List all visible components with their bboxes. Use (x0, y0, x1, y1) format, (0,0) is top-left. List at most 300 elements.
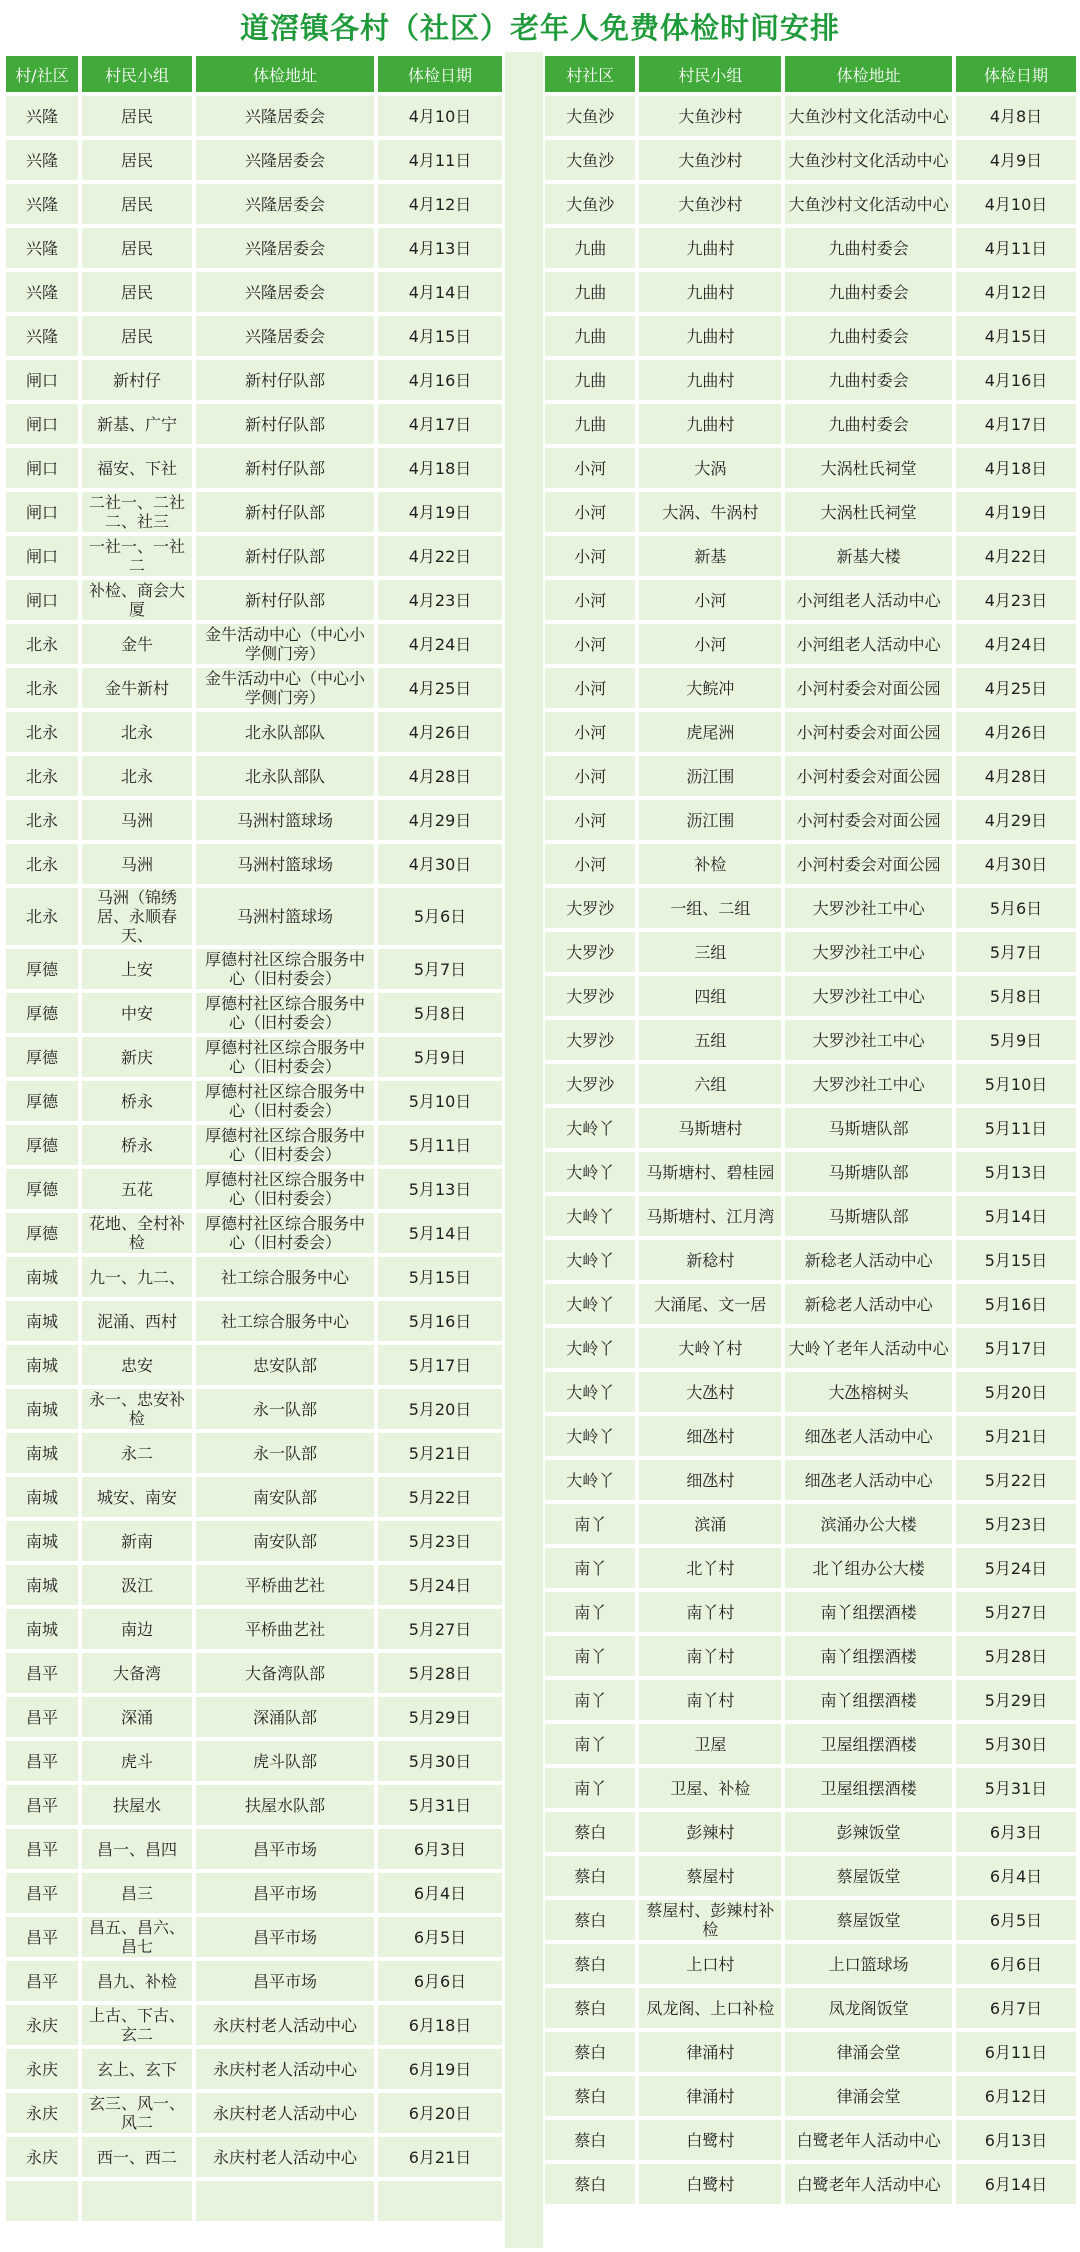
group-cell: 细氹村 (639, 1416, 781, 1456)
date-cell: 4月16日 (378, 360, 502, 400)
group-cell: 蔡屋村 (639, 1856, 781, 1896)
group-cell: 四组 (639, 976, 781, 1016)
group-cell: 大涡、牛涡村 (639, 492, 781, 532)
address-cell: 南丫组摆酒楼 (785, 1636, 952, 1676)
address-cell: 大鱼沙村文化活动中心 (785, 184, 952, 224)
village-cell: 大岭丫 (545, 1284, 635, 1324)
date-cell: 4月18日 (956, 448, 1076, 488)
date-cell: 6月7日 (956, 1988, 1076, 2028)
date-cell: 4月29日 (956, 800, 1076, 840)
table-row (545, 800, 1076, 840)
village-cell: 大岭丫 (545, 1416, 635, 1456)
address-cell: 小河村委会对面公园 (785, 668, 952, 708)
village-cell: 昌平 (6, 1653, 78, 1693)
address-cell: 蔡屋饭堂 (785, 1856, 952, 1896)
village-cell: 九曲 (545, 316, 635, 356)
address-cell: 扶屋水队部 (196, 1785, 374, 1825)
village-cell: 大岭丫 (545, 1196, 635, 1236)
address-cell: 北永队部队 (196, 756, 374, 796)
table-row (6, 96, 502, 136)
date-cell: 4月24日 (378, 624, 502, 664)
address-cell: 新村仔队部 (196, 536, 374, 576)
date-cell: 5月17日 (956, 1328, 1076, 1368)
group-cell: 马洲 (82, 844, 192, 884)
table-row (6, 949, 502, 989)
group-cell: 大岭丫村 (639, 1328, 781, 1368)
address-cell: 永一队部 (196, 1389, 374, 1429)
group-cell: 桥永 (82, 1081, 192, 1121)
address-cell: 永庆村老人活动中心 (196, 2093, 374, 2133)
address-cell: 小河村委会对面公园 (785, 756, 952, 796)
table-row (6, 1389, 502, 1429)
date-cell: 5月13日 (956, 1152, 1076, 1192)
table-row (545, 96, 1076, 136)
table-row (6, 756, 502, 796)
address-cell: 白鹭老年人活动中心 (785, 2164, 952, 2204)
village-cell: 小河 (545, 580, 635, 620)
village-cell: 北永 (6, 756, 78, 796)
group-cell: 蔡屋村、彭辣村补检 (639, 1900, 781, 1940)
group-cell: 金牛 (82, 624, 192, 664)
date-cell: 5月24日 (956, 1548, 1076, 1588)
header-address: 体检地址 (785, 56, 952, 92)
group-cell: 昌三 (82, 1873, 192, 1913)
address-cell: 大罗沙社工中心 (785, 1020, 952, 1060)
date-cell: 4月11日 (956, 228, 1076, 268)
village-cell: 蔡白 (545, 1988, 635, 2028)
address-cell: 新村仔队部 (196, 360, 374, 400)
address-cell: 永一队部 (196, 1433, 374, 1473)
village-cell: 蔡白 (545, 2076, 635, 2116)
address-cell: 小河村委会对面公园 (785, 712, 952, 752)
village-cell: 大罗沙 (545, 888, 635, 928)
table-row (6, 1125, 502, 1165)
table-row (545, 404, 1076, 444)
date-cell: 6月18日 (378, 2005, 502, 2045)
date-cell: 5月16日 (378, 1301, 502, 1341)
village-cell: 小河 (545, 492, 635, 532)
village-cell: 蔡白 (545, 1856, 635, 1896)
address-cell: 细氹老人活动中心 (785, 1460, 952, 1500)
group-cell: 南丫村 (639, 1680, 781, 1720)
left-schedule-table (2, 52, 506, 2225)
date-cell: 5月31日 (956, 1768, 1076, 1808)
header-group: 村民小组 (82, 56, 192, 92)
address-cell: 小河组老人活动中心 (785, 624, 952, 664)
table-row (545, 1636, 1076, 1676)
group-cell: 汲江 (82, 1565, 192, 1605)
address-cell: 律涌会堂 (785, 2032, 952, 2072)
village-cell: 小河 (545, 712, 635, 752)
group-cell: 玄三、风一、风二 (82, 2093, 192, 2133)
village-cell: 南丫 (545, 1724, 635, 1764)
address-cell: 大岭丫老年人活动中心 (785, 1328, 952, 1368)
address-cell: 马洲村篮球场 (196, 844, 374, 884)
address-cell: 昌平市场 (196, 1873, 374, 1913)
village-cell: 厚德 (6, 1125, 78, 1165)
group-cell: 居民 (82, 316, 192, 356)
table-row (545, 756, 1076, 796)
date-cell: 5月21日 (956, 1416, 1076, 1456)
table-row (545, 1724, 1076, 1764)
village-cell: 兴隆 (6, 96, 78, 136)
village-cell: 昌平 (6, 1873, 78, 1913)
village-cell: 小河 (545, 668, 635, 708)
group-cell: 小河 (639, 580, 781, 620)
page-title: 道滘镇各村（社区）老年人免费体检时间安排 (6, 0, 1074, 52)
group-cell: 新南 (82, 1521, 192, 1561)
village-cell: 大鱼沙 (545, 184, 635, 224)
village-cell: 昌平 (6, 1961, 78, 2001)
village-cell: 闸口 (6, 360, 78, 400)
date-cell: 4月15日 (956, 316, 1076, 356)
date-cell: 5月31日 (378, 1785, 502, 1825)
table-row (545, 932, 1076, 972)
date-cell: 5月20日 (956, 1372, 1076, 1412)
address-cell: 新基大楼 (785, 536, 952, 576)
village-cell: 九曲 (545, 272, 635, 312)
table-row (6, 2005, 502, 2045)
header-group: 村民小组 (639, 56, 781, 92)
date-cell: 5月27日 (378, 1609, 502, 1649)
group-cell: 虎斗 (82, 1741, 192, 1781)
address-cell: 马洲村篮球场 (196, 800, 374, 840)
table-row (6, 360, 502, 400)
table-row (545, 1064, 1076, 1104)
village-cell: 小河 (545, 756, 635, 796)
date-cell: 4月15日 (378, 316, 502, 356)
address-cell: 南丫组摆酒楼 (785, 1592, 952, 1632)
group-cell: 新村仔 (82, 360, 192, 400)
table-row (6, 993, 502, 1033)
group-cell: 桥永 (82, 1125, 192, 1165)
table-row (545, 1856, 1076, 1896)
address-cell: 大鱼沙村文化活动中心 (785, 96, 952, 136)
date-cell: 5月29日 (956, 1680, 1076, 1720)
date-cell: 4月16日 (956, 360, 1076, 400)
address-cell: 新稔老人活动中心 (785, 1284, 952, 1324)
table-row (6, 1345, 502, 1385)
date-cell: 5月7日 (956, 932, 1076, 972)
date-cell: 5月27日 (956, 1592, 1076, 1632)
group-cell: 新基 (639, 536, 781, 576)
table-row (6, 1653, 502, 1693)
village-cell: 闸口 (6, 448, 78, 488)
address-cell: 新村仔队部 (196, 448, 374, 488)
village-cell: 大罗沙 (545, 1020, 635, 1060)
address-cell: 厚德村社区综合服务中心（旧村委会） (196, 1125, 374, 1165)
date-cell: 5月11日 (378, 1125, 502, 1165)
table-row (545, 844, 1076, 884)
village-cell: 南城 (6, 1257, 78, 1297)
group-cell: 深涌 (82, 1697, 192, 1737)
date-cell: 5月15日 (378, 1257, 502, 1297)
table-row (545, 888, 1076, 928)
village-cell: 兴隆 (6, 272, 78, 312)
village-cell: 南城 (6, 1301, 78, 1341)
group-cell: 马斯塘村、碧桂园 (639, 1152, 781, 1192)
table-row (6, 2137, 502, 2177)
group-cell: 城安、南安 (82, 1477, 192, 1517)
group-cell: 白鹭村 (639, 2164, 781, 2204)
village-cell: 蔡白 (545, 2032, 635, 2072)
village-cell: 蔡白 (545, 1944, 635, 1984)
date-cell: 4月11日 (378, 140, 502, 180)
address-cell: 兴隆居委会 (196, 316, 374, 356)
date-cell: 5月24日 (378, 1565, 502, 1605)
group-cell: 西一、西二 (82, 2137, 192, 2177)
village-cell: 九曲 (545, 404, 635, 444)
table-row (545, 2076, 1076, 2116)
address-cell: 昌平市场 (196, 1961, 374, 2001)
group-cell: 居民 (82, 140, 192, 180)
table-row (6, 888, 502, 945)
village-cell: 厚德 (6, 1169, 78, 1209)
address-cell: 南安队部 (196, 1521, 374, 1561)
table-row (6, 1697, 502, 1737)
group-cell: 沥江围 (639, 756, 781, 796)
table-row (545, 1108, 1076, 1148)
group-cell: 大鱼沙村 (639, 140, 781, 180)
address-cell: 蔡屋饭堂 (785, 1900, 952, 1940)
village-cell: 厚德 (6, 1037, 78, 1077)
date-cell: 6月6日 (378, 1961, 502, 2001)
village-cell: 大岭丫 (545, 1152, 635, 1192)
table-row (545, 668, 1076, 708)
table-row (545, 184, 1076, 224)
group-cell: 泥涌、西村 (82, 1301, 192, 1341)
table-row (545, 1592, 1076, 1632)
date-cell: 6月4日 (956, 1856, 1076, 1896)
village-cell: 昌平 (6, 1785, 78, 1825)
address-cell: 厚德村社区综合服务中心（旧村委会） (196, 949, 374, 989)
village-cell: 小河 (545, 800, 635, 840)
group-cell: 南丫村 (639, 1592, 781, 1632)
address-cell: 上口篮球场 (785, 1944, 952, 1984)
table-row (6, 580, 502, 620)
date-cell: 5月14日 (956, 1196, 1076, 1236)
date-cell: 5月22日 (956, 1460, 1076, 1500)
village-cell: 蔡白 (545, 2120, 635, 2160)
table-row (545, 1680, 1076, 1720)
village-cell: 大鱼沙 (545, 140, 635, 180)
group-cell: 大备湾 (82, 1653, 192, 1693)
group-cell: 彭辣村 (639, 1812, 781, 1852)
table-row (6, 1213, 502, 1253)
group-cell: 大鱼沙村 (639, 184, 781, 224)
date-cell: 5月29日 (378, 1697, 502, 1737)
address-cell: 北丫组办公大楼 (785, 1548, 952, 1588)
address-cell: 马洲村篮球场 (196, 888, 374, 945)
table-row (545, 1284, 1076, 1324)
group-cell: 五组 (639, 1020, 781, 1060)
address-cell: 大备湾队部 (196, 1653, 374, 1693)
date-cell: 4月30日 (378, 844, 502, 884)
date-cell: 6月5日 (378, 1917, 502, 1957)
table-header-row (6, 56, 502, 92)
left-table-body (6, 96, 502, 2221)
village-cell: 大岭丫 (545, 1108, 635, 1148)
group-cell: 律涌村 (639, 2076, 781, 2116)
date-cell: 5月23日 (378, 1521, 502, 1561)
group-cell: 沥江围 (639, 800, 781, 840)
date-cell: 4月26日 (378, 712, 502, 752)
group-cell: 补检 (639, 844, 781, 884)
group-cell: 大氹村 (639, 1372, 781, 1412)
address-cell: 大涡杜氏祠堂 (785, 492, 952, 532)
date-cell: 4月14日 (378, 272, 502, 312)
village-cell: 大岭丫 (545, 1328, 635, 1368)
group-cell: 居民 (82, 272, 192, 312)
group-cell: 花地、全村补检 (82, 1213, 192, 1253)
date-cell: 6月3日 (378, 1829, 502, 1869)
village-cell: 兴隆 (6, 184, 78, 224)
table-row (545, 228, 1076, 268)
group-cell: 一社一、一社二 (82, 536, 192, 576)
group-cell: 滨涌 (639, 1504, 781, 1544)
group-cell: 六组 (639, 1064, 781, 1104)
group-cell: 九一、九二、 (82, 1257, 192, 1297)
table-row (545, 1020, 1076, 1060)
table-row (545, 360, 1076, 400)
address-cell: 新稔老人活动中心 (785, 1240, 952, 1280)
address-cell: 滨涌办公大楼 (785, 1504, 952, 1544)
address-cell: 厚德村社区综合服务中心（旧村委会） (196, 1081, 374, 1121)
village-cell: 永庆 (6, 2049, 78, 2089)
table-row (6, 272, 502, 312)
village-cell: 北永 (6, 624, 78, 664)
date-cell: 4月28日 (378, 756, 502, 796)
village-cell: 北永 (6, 844, 78, 884)
village-cell: 大鱼沙 (545, 96, 635, 136)
table-row (545, 2164, 1076, 2204)
group-cell: 忠安 (82, 1345, 192, 1385)
date-cell: 5月9日 (378, 1037, 502, 1077)
address-cell: 永庆村老人活动中心 (196, 2137, 374, 2177)
village-cell: 昌平 (6, 1741, 78, 1781)
address-cell: 永庆村老人活动中心 (196, 2049, 374, 2089)
village-cell: 北永 (6, 888, 78, 945)
date-cell: 5月15日 (956, 1240, 1076, 1280)
date-cell: 4月25日 (378, 668, 502, 708)
table-row (545, 272, 1076, 312)
date-cell: 5月28日 (956, 1636, 1076, 1676)
address-cell: 虎斗队部 (196, 1741, 374, 1781)
address-cell: 兴隆居委会 (196, 184, 374, 224)
date-cell: 4月22日 (378, 536, 502, 576)
table-row (545, 1812, 1076, 1852)
village-cell: 南城 (6, 1521, 78, 1561)
address-cell: 马斯塘队部 (785, 1152, 952, 1192)
address-cell: 小河村委会对面公园 (785, 844, 952, 884)
date-cell: 6月11日 (956, 2032, 1076, 2072)
date-cell: 6月20日 (378, 2093, 502, 2133)
group-cell: 补检、商会大厦 (82, 580, 192, 620)
header-village: 村/社区 (6, 56, 78, 92)
group-cell: 上安 (82, 949, 192, 989)
group-cell: 九曲村 (639, 272, 781, 312)
village-cell: 南丫 (545, 1504, 635, 1544)
village-cell: 大罗沙 (545, 1064, 635, 1104)
date-cell: 6月13日 (956, 2120, 1076, 2160)
date-cell: 4月23日 (956, 580, 1076, 620)
date-cell: 5月30日 (956, 1724, 1076, 1764)
table-row (545, 2120, 1076, 2160)
group-cell (82, 2181, 192, 2221)
group-cell: 凤龙阁、上口补检 (639, 1988, 781, 2028)
address-cell: 南安队部 (196, 1477, 374, 1517)
table-row (6, 1961, 502, 2001)
group-cell: 金牛新村 (82, 668, 192, 708)
address-cell: 卫屋组摆酒楼 (785, 1768, 952, 1808)
table-row (545, 536, 1076, 576)
village-cell: 大岭丫 (545, 1460, 635, 1500)
date-cell: 5月11日 (956, 1108, 1076, 1148)
date-cell: 4月17日 (378, 404, 502, 444)
village-cell: 南丫 (545, 1768, 635, 1808)
address-cell: 小河组老人活动中心 (785, 580, 952, 620)
address-cell: 金牛活动中心（中心小学侧门旁） (196, 624, 374, 664)
date-cell: 4月28日 (956, 756, 1076, 796)
address-cell: 白鹭老年人活动中心 (785, 2120, 952, 2160)
date-cell: 4月13日 (378, 228, 502, 268)
address-cell: 九曲村委会 (785, 228, 952, 268)
date-cell: 4月10日 (956, 184, 1076, 224)
village-cell: 南城 (6, 1345, 78, 1385)
table-row (6, 228, 502, 268)
address-cell: 大罗沙社工中心 (785, 888, 952, 928)
address-cell: 厚德村社区综合服务中心（旧村委会） (196, 1037, 374, 1077)
date-cell: 5月10日 (378, 1081, 502, 1121)
group-cell: 昌五、昌六、昌七 (82, 1917, 192, 1957)
village-cell: 厚德 (6, 993, 78, 1033)
address-cell: 平桥曲艺社 (196, 1609, 374, 1649)
table-row (6, 1081, 502, 1121)
group-cell: 居民 (82, 228, 192, 268)
address-cell: 社工综合服务中心 (196, 1257, 374, 1297)
table-row (545, 1768, 1076, 1808)
group-cell: 大涡 (639, 448, 781, 488)
group-cell: 大涌尾、文一居 (639, 1284, 781, 1324)
group-cell: 北丫村 (639, 1548, 781, 1588)
address-cell (196, 2181, 374, 2221)
village-cell: 闸口 (6, 492, 78, 532)
date-cell: 4月19日 (956, 492, 1076, 532)
group-cell: 上古、下古、玄二 (82, 2005, 192, 2045)
table-row (545, 316, 1076, 356)
village-cell: 厚德 (6, 949, 78, 989)
table-row (545, 1548, 1076, 1588)
group-cell: 三组 (639, 932, 781, 972)
date-cell: 4月22日 (956, 536, 1076, 576)
table-row (545, 1328, 1076, 1368)
address-cell: 马斯塘队部 (785, 1196, 952, 1236)
table-row (545, 1240, 1076, 1280)
group-cell: 中安 (82, 993, 192, 1033)
village-cell: 南城 (6, 1389, 78, 1429)
date-cell: 6月14日 (956, 2164, 1076, 2204)
table-row (6, 316, 502, 356)
group-cell: 马斯塘村 (639, 1108, 781, 1148)
village-cell: 厚德 (6, 1213, 78, 1253)
table-row (545, 1900, 1076, 1940)
group-cell: 一组、二组 (639, 888, 781, 928)
date-cell: 5月28日 (378, 1653, 502, 1693)
date-cell: 5月16日 (956, 1284, 1076, 1324)
group-cell: 细氹村 (639, 1460, 781, 1500)
group-cell: 马洲（锦绣居、永顺春天、 (82, 888, 192, 945)
village-cell: 南丫 (545, 1548, 635, 1588)
